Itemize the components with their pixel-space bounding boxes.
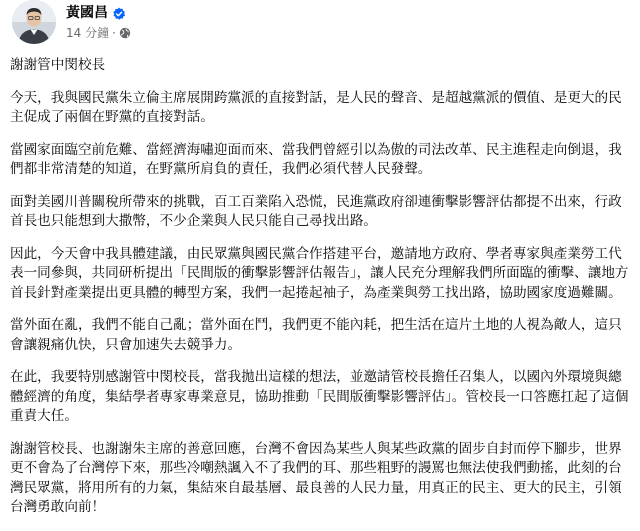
meta-separator: · bbox=[112, 26, 116, 40]
avatar-image bbox=[12, 0, 56, 44]
post-paragraph: 當外面在亂，我們不能自己亂；當外面在鬥，我們更不能內耗，把生活在這片土地的人視為敵人，這只會讓親痛仇快，只會加速失去競爭力。 bbox=[10, 317, 622, 353]
post-timestamp[interactable]: 14 分鐘 bbox=[66, 26, 110, 40]
post-meta bbox=[66, 24, 131, 42]
post-paragraph: 謝謝管中閔校長 bbox=[10, 57, 106, 73]
post-paragraph: 面對美國川普關稅所帶來的挑戰，百工百業陷入恐慌，民進黨政府卻連衝擊影響評估都提不出來，行政首長也只能想到大撒幣，不少企業與人民只能自己尋找出路。 bbox=[10, 193, 622, 229]
post-body bbox=[10, 56, 634, 531]
post-paragraph: 因此，今天會中我具體建議，由民眾黨與國民黨合作搭建平台，邀請地方政府、學者專家與產業勞工代表一同參與，共同研析提出「民間版的衝擊影響評估報告」，讓人民充分理解我們所面臨的衝擊、讓地方首長針對產業提出更具體的轉型方案，我們一起捲起袖子，為產業與勞工找出路，協助國家度過難關。 bbox=[10, 245, 629, 301]
post-paragraph: 今天，我與國民黨朱立倫主席展開跨黨派的直接對話，是人民的聲音、是超越黨派的價值、是更大的民主促成了兩個在野黨的直接對話。 bbox=[10, 89, 622, 125]
author-line bbox=[66, 3, 126, 23]
post-paragraph: 在此，我要特別感謝管中閔校長，當我拋出這樣的想法，並邀請管校長擔任召集人，以國內外環境與總體經濟的角度，集結學者專家專業意見，協助推動「民間版衝擊影響評估」。管校長一口答應扛起了這個重責大任。 bbox=[10, 369, 629, 424]
post-paragraph: 謝謝管校長、也謝謝朱主席的善意回應，台灣不會因為某些人與某些政黨的固步自封而停下腳步，世界更不會為了台灣停下來，那些冷嘲熱諷入不了我們的耳、那些粗野的謾罵也無法使我們動搖，此刻的台灣民眾黨，將用所有的力氣，集結來自最基層、最良善的人民力量，用真正的民主、更大的民主，引領台灣勇敢向前！ bbox=[10, 440, 622, 515]
globe-icon[interactable] bbox=[119, 27, 131, 39]
author-avatar[interactable] bbox=[12, 0, 56, 44]
author-name[interactable]: 黃國昌 bbox=[66, 5, 108, 21]
post-header bbox=[10, 0, 630, 50]
post-paragraph: 當國家面臨空前危難、當經濟海嘯迎面而來、當我們曾經引以為傲的司法改革、民主進程走向倒退，我們都非常清楚的知道，在野黨所肩負的責任，我們必須代替人民發聲。 bbox=[10, 141, 622, 177]
verified-badge-icon bbox=[112, 6, 126, 20]
